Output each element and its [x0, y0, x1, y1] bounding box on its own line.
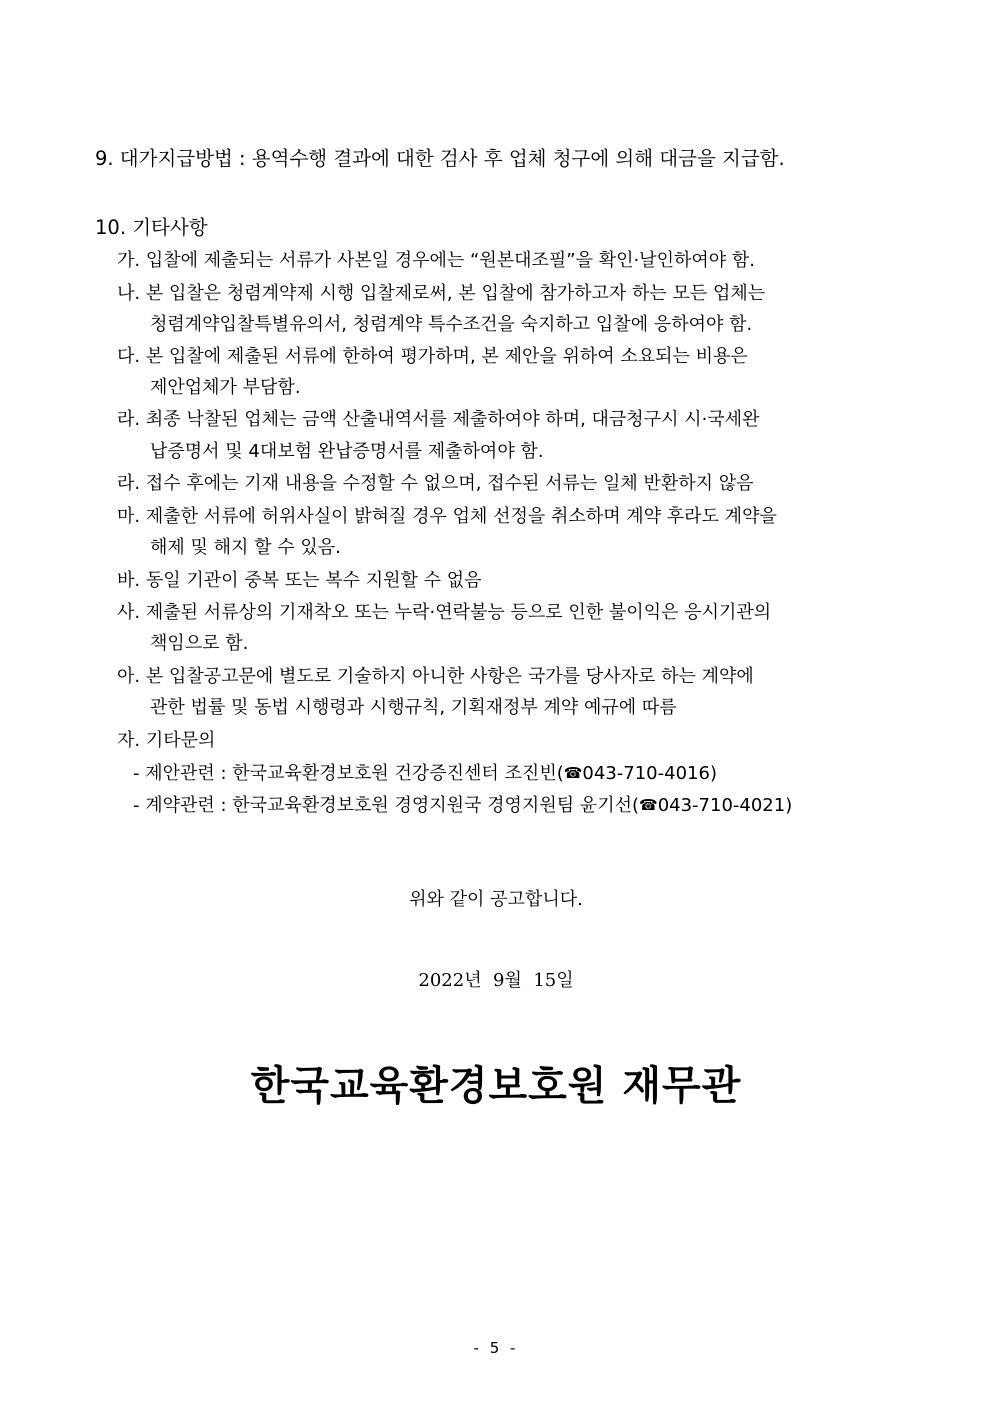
telephone-icon: ☎ — [639, 796, 658, 814]
contact-proposal-close: ) — [709, 763, 717, 784]
list-item-sa: 사. 제출된 서류상의 기재착오 또는 누락·연락불능 등으로 인한 불이익은 응시기관의 — [117, 602, 772, 623]
contact-contract — [133, 793, 792, 818]
list-item-da: 다. 본 입찰에 제출된 서류에 한하여 평가하며, 본 제안을 위하여 소요되는 비용은 — [117, 346, 748, 367]
contact-proposal-label: - 제안관련 : 한국교육환경보호원 건강증진센터 조진빈( — [133, 763, 564, 784]
list-item-a: 아. 본 입찰공고문에 별도로 기술하지 아니한 사항은 국가를 당사자로 하는 계약에 — [117, 666, 754, 687]
list-item-na-continuation: 청렴계약입찰특별유의서, 청렴계약 특수조건을 숙지하고 입찰에 응하여야 함. — [150, 314, 753, 335]
page-number: - 5 - — [473, 1339, 519, 1357]
announcement-date: 2022년 9월 15일 — [418, 970, 574, 991]
list-item-na: 나. 본 입찰은 청렴계약제 시행 입찰제로써, 본 입찰에 참가하고자 하는 모든 업체는 — [117, 283, 766, 304]
list-item-ja: 자. 기타문의 — [117, 730, 216, 751]
issuer-signature: 한국교육환경보호원 재무관 — [250, 1062, 742, 1109]
section-9-heading: 9. 대가지급방법 : 용역수행 결과에 대한 검사 후 업체 청구에 의해 대금을 지급함. — [95, 147, 785, 170]
contact-proposal-phone: 043-710-4016 — [582, 763, 710, 784]
list-item-ba: 바. 동일 기관이 중복 또는 복수 지원할 수 없음 — [117, 570, 482, 591]
list-item-da-continuation: 제안업체가 부담함. — [150, 377, 301, 398]
contact-proposal — [133, 761, 717, 786]
list-item-ra-2: 라. 접수 후에는 기재 내용을 수정할 수 없으며, 접수된 서류는 일체 반환하지 않음 — [117, 473, 754, 494]
contact-contract-close: ) — [785, 795, 793, 816]
telephone-icon: ☎ — [563, 764, 583, 782]
list-item-ra: 라. 최종 낙찰된 업체는 금액 산출내역서를 제출하여야 하며, 대금청구시 시·국세완 — [117, 409, 760, 430]
list-item-a-continuation: 관한 법률 및 동법 시행령과 시행규칙, 기획재정부 계약 예규에 따름 — [150, 697, 677, 718]
contact-contract-phone: 043-710-4021 — [657, 795, 786, 816]
closing-notice: 위와 같이 공고합니다. — [409, 889, 583, 910]
list-item-ra-continuation: 납증명서 및 4대보험 완납증명서를 제출하여야 함. — [150, 441, 544, 462]
section-10-heading: 10. 기타사항 — [95, 216, 208, 239]
list-item-ga: 가. 입찰에 제출되는 서류가 사본일 경우에는 “원본대조필”을 확인·날인하여야 함. — [117, 250, 756, 271]
list-item-ma-continuation: 해제 및 해지 할 수 있음. — [150, 537, 341, 558]
list-item-sa-continuation: 책임으로 함. — [150, 633, 249, 654]
contact-contract-label: - 계약관련 : 한국교육환경보호원 경영지원국 경영지원팀 윤기선( — [133, 795, 639, 816]
list-item-ma: 마. 제출한 서류에 허위사실이 밝혀질 경우 업체 선정을 취소하며 계약 후라도 계약을 — [117, 506, 777, 527]
